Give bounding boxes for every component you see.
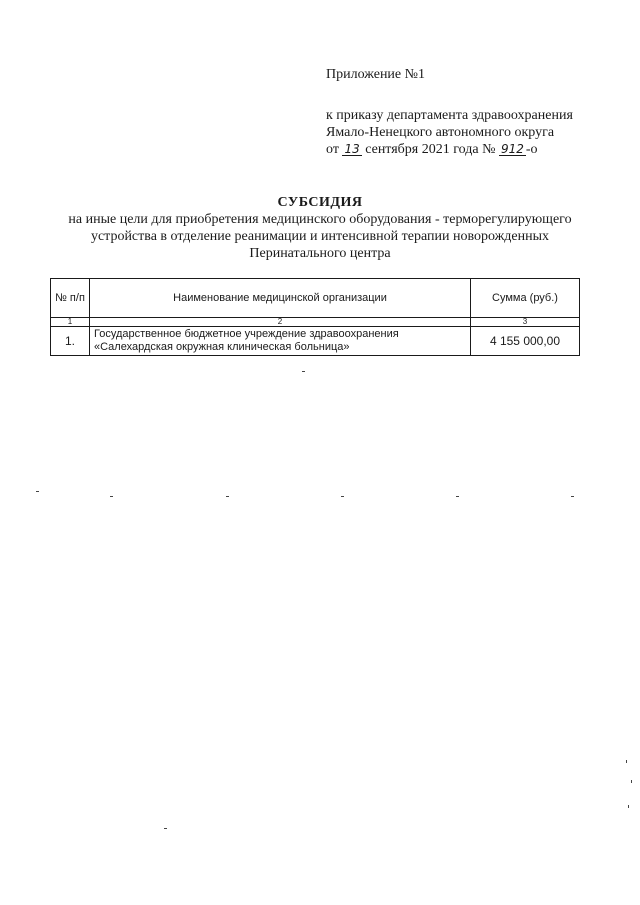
document-title-block [30, 194, 610, 262]
row-org-line2: «Салехардская окружная клиническая больница» [94, 341, 350, 353]
order-reference-line1: к приказу департамента здравоохранения [326, 108, 573, 123]
order-reference-line2: Ямало-Ненецкого автономного округа [326, 125, 555, 140]
row-num: 1. [51, 327, 90, 356]
scan-speck [226, 496, 229, 497]
document-header [326, 66, 626, 158]
scan-speck [164, 828, 167, 829]
scan-speck [631, 780, 632, 783]
title-line3: Перинатального центра [249, 246, 391, 261]
scan-speck [341, 496, 344, 497]
header-num: № п/п [51, 279, 90, 318]
scan-speck [302, 371, 305, 372]
order-suffix: -о [525, 142, 538, 157]
row-sum: 4 155 000,00 [471, 327, 580, 356]
scan-speck [626, 760, 627, 763]
row-org [90, 327, 471, 356]
subsidy-table [50, 278, 580, 356]
row-org-line1: Государственное бюджетное учреждение здравоохранения [94, 328, 399, 340]
header-org: Наименование медицинской организации [90, 279, 471, 318]
column-number-row [51, 318, 580, 327]
scan-speck [628, 805, 629, 808]
handwritten-day: 13 [344, 142, 360, 156]
date-rest: сентября 2021 года № [365, 142, 496, 157]
col-number-2: 2 [90, 318, 471, 327]
title-line1: на иные цели для приобретения медицинского оборудования - терморегулирующего [68, 212, 572, 227]
table-header-row [51, 279, 580, 318]
header-sum: Сумма (руб.) [471, 279, 580, 318]
handwritten-order-number: 912 [500, 142, 524, 156]
table-row [51, 327, 580, 356]
scan-speck [110, 496, 113, 497]
order-date-line [326, 141, 626, 158]
scan-speck [571, 496, 574, 497]
appendix-title: Приложение №1 [326, 67, 425, 82]
col-number-3: 3 [471, 318, 580, 327]
title-line2: устройства в отделение реанимации и интенсивной терапии новорожденных [90, 229, 550, 244]
scan-speck [36, 491, 39, 492]
document-title: СУБСИДИЯ [277, 195, 363, 210]
scan-speck [456, 496, 459, 497]
date-prefix: от [326, 142, 339, 157]
col-number-1: 1 [51, 318, 90, 327]
